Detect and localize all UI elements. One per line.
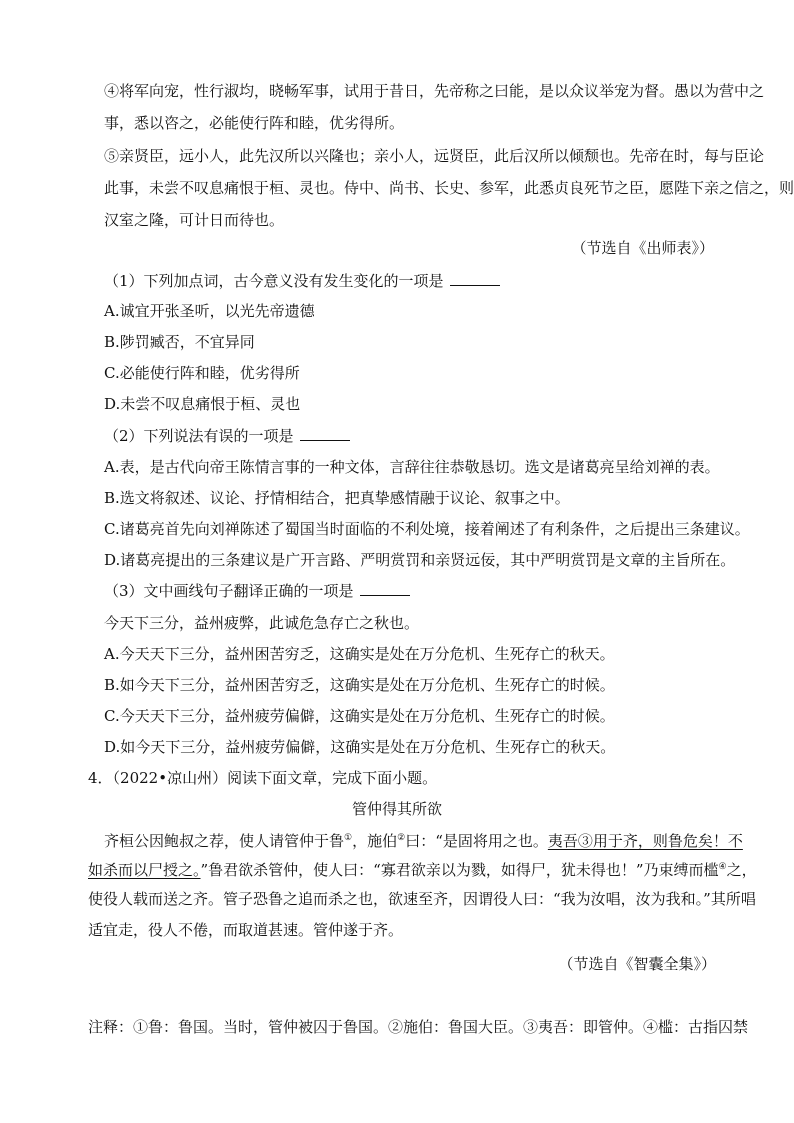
text-run: 曰：“是固将用之也。 — [405, 832, 548, 850]
footnote-marker: ① — [344, 833, 353, 843]
option-a: A.今天天下三分，益州困苦穷乏，这确实是处在万分危机、生死存亡的秋天。 — [104, 645, 615, 663]
passage-line — [104, 831, 743, 851]
passage-line: ④将军向宠，性行淑均，晓畅军事，试用于昔日，先帝称之曰能，是以众议举宠为督。愚以为营中之 — [104, 82, 765, 100]
option-d: D.如今天下三分，益州疲劳偏僻，这确实是处在万分危机、生死存亡的秋天。 — [104, 738, 616, 756]
text-run: 之， — [726, 861, 757, 879]
passage-line: 汉室之隆，可计日而待也。 — [104, 211, 285, 229]
quoted-sentence: 今天下三分，益州疲弊，此诚危急存亡之秋也。 — [104, 614, 420, 632]
passage-line: 适宜走，役人不倦，而取道甚速。管仲遂于齐。 — [88, 921, 404, 939]
passage-line: 使役人载而送之齐。管子恐鲁之追而杀之也，欲速至齐，因谓役人曰：“我为汝唱，汝为我和。”其所唱 — [88, 890, 756, 908]
text-run: ”鲁君欲杀管仲，使人曰：“寡君欲亲以为戮，如得尸，犹未得也！”乃束缚而槛 — [200, 861, 719, 879]
option-b: B.选文将叙述、议论、抒情相结合，把真挚感情融于议论、叙事之中。 — [104, 489, 570, 507]
underlined-sentence: 夷吾③用于齐，则鲁危矣！不 — [547, 832, 743, 850]
source-citation: （节选自《出师表》） — [571, 239, 714, 257]
question-stem — [104, 271, 500, 291]
text-run: ，施伯 — [352, 832, 398, 850]
underlined-sentence: 如杀而以尸授之。 — [88, 861, 201, 879]
source-citation: （节选自《智囊全集》） — [558, 955, 716, 973]
question-stem-text: （3）文中画线句子翻译正确的一项是 — [104, 582, 354, 600]
option-c: C.今天天下三分，益州疲劳偏僻，这确实是处在万分危机、生死存亡的时候。 — [104, 707, 615, 725]
option-c: C.必能使行阵和睦，优劣得所 — [104, 364, 300, 382]
footnote-marker: ② — [397, 833, 406, 843]
option-a: A.诚宜开张圣听，以光先帝遗德 — [104, 302, 315, 320]
question-stem — [104, 581, 410, 601]
footnote-marker: ④ — [718, 862, 727, 872]
passage-line: ⑤亲贤臣，远小人，此先汉所以兴隆也；亲小人，远贤臣，此后汉所以倾颓也。先帝在时，每与臣论 — [104, 147, 765, 165]
option-b: B.陟罚臧否，不宜异同 — [104, 333, 255, 351]
passage-title: 管仲得其所欲 — [351, 800, 442, 818]
answer-blank — [300, 428, 350, 441]
option-d: D.未尝不叹息痛恨于桓、灵也 — [104, 395, 301, 413]
text-run: 齐桓公因鲍叔之荐，使人请管仲于鲁 — [104, 832, 345, 850]
footnotes: 注释：①鲁：鲁国。当时，管仲被囚于鲁国。②施伯：鲁国大臣。③夷吾：即管仲。④槛：古指囚禁 — [88, 1018, 749, 1036]
question-stem — [104, 426, 350, 446]
option-d: D.诸葛亮提出的三条建议是广开言路、严明赏罚和亲贤远佞，其中严明赏罚是文章的主旨所在。 — [104, 551, 736, 569]
option-b: B.如今天下三分，益州困苦穷乏，这确实是处在万分危机、生死存亡的时候。 — [104, 676, 615, 694]
question-stem-text: （2）下列说法有误的一项是 — [104, 427, 294, 445]
passage-line: 事，悉以咨之，必能使行阵和睦，优劣得所。 — [104, 114, 405, 132]
question-stem-text: （1）下列加点词，古今意义没有发生变化的一项是 — [104, 272, 444, 290]
passage-line — [88, 860, 757, 880]
answer-blank — [360, 583, 410, 596]
passage-line: 此事，未尝不叹息痛恨于桓、灵也。侍中、尚书、长史、参军，此悉贞良死节之臣，愿陛下亲之信之，则 — [104, 179, 794, 197]
option-a: A.表，是古代向帝王陈情言事的一种文体，言辞往往恭敬恳切。选文是诸葛亮呈给刘禅的表。 — [104, 458, 720, 476]
question-header: 4．（2022•凉山州）阅读下面文章，完成下面小题。 — [88, 769, 438, 787]
option-c: C.诸葛亮首先向刘禅陈述了蜀国当时面临的不利处境，接着阐述了有利条件，之后提出三条建议。 — [104, 520, 750, 538]
answer-blank — [450, 273, 500, 286]
